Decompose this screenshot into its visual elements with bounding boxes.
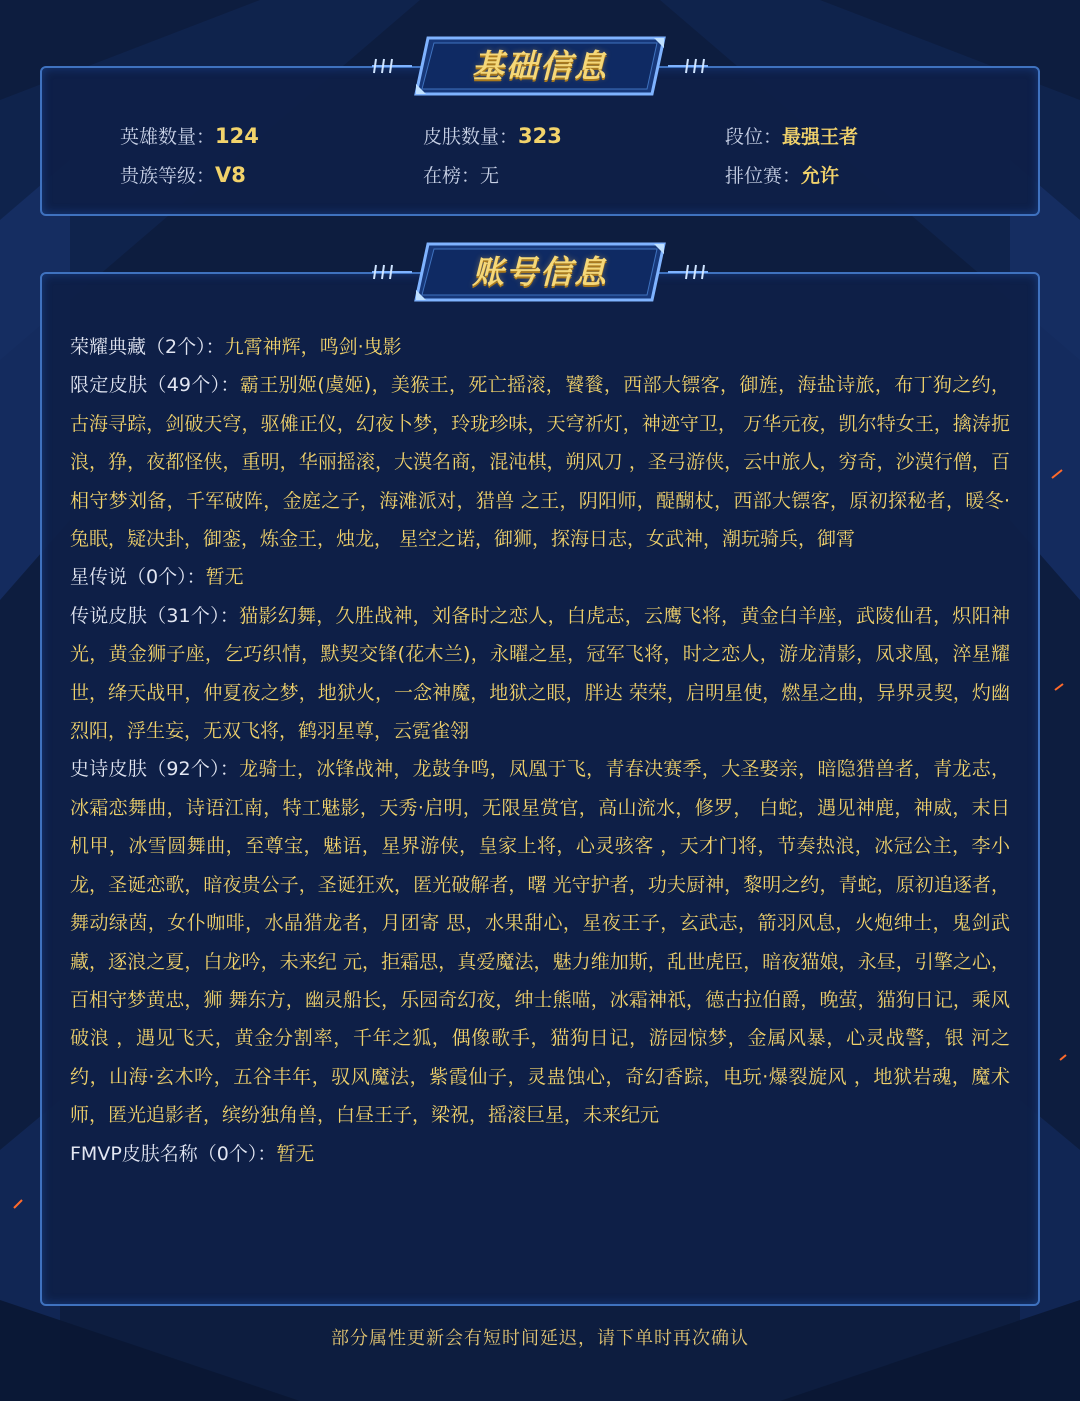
section-limited-skins	[70, 366, 1010, 558]
section-honor-collection	[70, 328, 1010, 366]
section-epic-skins	[70, 750, 1010, 1134]
footer-note: 部分属性更新会有短时间延迟，请下单时再次确认	[331, 1328, 749, 1349]
ranked-match-label: 排位赛：	[725, 165, 802, 187]
basic-info-grid	[120, 122, 1020, 200]
account-info-title: 账号信息	[471, 253, 608, 291]
section-content: 猫影幻舞，久胜战神，刘备时之恋人，白虎志，云鹰飞将，黄金白羊座，武陵仙君，炽阳神光，黄金狮子座，乞巧织情，默契交锋(花木兰)，永曜之星，冠军飞将，时之恋人，游龙清影，凤求凰，淬星耀世，绛天战甲，仲夏夜之梦，地狱火，一念神魔，地狱之眼，胖达 荣荣，启明星使，燃星之曲，异界灵契，灼幽烈阳，浮生妄，无双飞将，鹤羽星尊，云霓雀翎	[70, 604, 1010, 743]
title-decor-left	[372, 262, 412, 282]
account-info-panel	[40, 272, 1040, 1306]
title-decor-right	[668, 56, 708, 76]
hero-count-label: 英雄数量：	[120, 126, 216, 148]
hero-count-value: 124	[215, 124, 259, 148]
skin-count-value: 323	[518, 124, 562, 148]
title-decor-right	[668, 262, 708, 282]
title-decor-left	[372, 56, 412, 76]
section-label: FMVP皮肤名称（0个）：	[70, 1142, 277, 1165]
ranked-match-value: 允许	[801, 165, 840, 187]
section-star-legend	[70, 558, 1010, 596]
basic-info-row	[120, 161, 1020, 200]
noble-level	[120, 161, 246, 188]
leaderboard-value: 无	[480, 165, 500, 187]
rank-value: 最强王者	[782, 126, 859, 148]
basic-info-row	[120, 122, 1020, 161]
section-content: 暂无	[205, 566, 244, 589]
section-content: 暂无	[276, 1142, 315, 1165]
rank-label: 段位：	[725, 126, 783, 148]
leaderboard-label: 在榜：	[423, 165, 481, 187]
section-label: 荣耀典藏（2个）：	[70, 336, 225, 358]
hero-count	[120, 122, 259, 149]
ranked-match	[725, 161, 839, 188]
noble-level-label: 贵族等级：	[120, 165, 216, 187]
account-info-list	[70, 328, 1010, 1173]
noble-level-value: V8	[215, 163, 246, 187]
rank	[725, 122, 858, 149]
skin-count	[423, 122, 562, 149]
section-fmvp-skins	[70, 1135, 1010, 1173]
basic-info-title-tab	[414, 36, 666, 96]
leaderboard	[423, 161, 499, 188]
skin-count-label: 皮肤数量：	[423, 126, 519, 148]
basic-info-title: 基础信息	[471, 47, 608, 85]
section-label: 史诗皮肤（92个）：	[70, 758, 240, 781]
section-content: 九霄神辉，鸣剑·曳影	[224, 336, 402, 358]
section-label: 星传说（0个）：	[70, 566, 206, 589]
section-label: 传说皮肤（31个）：	[70, 604, 240, 627]
section-legend-skins	[70, 597, 1010, 751]
section-label: 限定皮肤（49个）：	[70, 374, 240, 397]
section-content: 霸王别姬(虞姬)，美猴王，死亡摇滚，饕餮，西部大镖客，御旌，海盐诗旅，布丁狗之约，古海寻踪，剑破天穹，驱傩正仪，幻夜卜梦，玲珑珍味，天穹祈灯，神迹守卫， 万华元夜，凯尔特女王，擒涛扼浪，狰，夜都怪侠，重明，华丽摇滚，大漠名商，混沌棋，朔风刀 ，圣弓游侠，云中旅人，穷奇，沙漠行僧，百相守梦刘备，千军破阵，金庭之子，海滩派对，猎兽 之王，阴阳师，醍醐杖，西部大镖客，原初探秘者，暖冬·兔眠，疑决卦，御銮，炼金王，烛龙， 星空之诺，御狮，探海日志，女武神，潮玩骑兵，御霄	[70, 374, 1010, 551]
section-content: 龙骑士，冰锋战神，龙鼓争鸣，凤凰于飞，青春决赛季，大圣娶亲，暗隐猎兽者，青龙志，冰霜恋舞曲，诗语江南，特工魅影，天秀·启明，无限星赏官，高山流水，修罗， 白蛇，遇见神鹿，神威，末日机甲，冰雪圆舞曲，至尊宝，魅语，星界游侠，皇家上将，心灵骇客 ，天才门将，节奏热浪，冰冠公主，李小龙，圣诞恋歌，暗夜贵公子，圣诞狂欢，匿光破解者，曙 光守护者，功夫厨神，黎明之约，青蛇，原初追逐者，舞动绿茵，女仆咖啡，水晶猎龙者，月团寄 思，水果甜心，星夜王子，玄武志，箭羽风息，火炮绅士，鬼剑武藏，逐浪之夏，白龙吟，未来纪 元，拒霜思，真爱魔法，魅力维加斯，乱世虎臣，暗夜猫娘，永昼，引擎之心，百相守梦黄忠，狮 舞东方，幽灵船长，乐园奇幻夜，绅士熊喵，冰霜神祇，德古拉伯爵，晚萤，猫狗日记，乘风破浪 ，遇见飞天，黄金分割率，千年之狐，偶像歌手，猫狗日记，游园惊梦，金属风暴，心灵战警，银 河之约，山海·玄木吟，五谷丰年，驭风魔法，紫霞仙子，灵蛊蚀心，奇幻香踪，电玩·爆裂旋风 ，地狱岩魂，魔术师，匿光追影者，缤纷独角兽，白昼王子，梁祝，摇滚巨星，未来纪元	[70, 758, 1010, 1127]
account-info-title-tab	[414, 242, 666, 302]
